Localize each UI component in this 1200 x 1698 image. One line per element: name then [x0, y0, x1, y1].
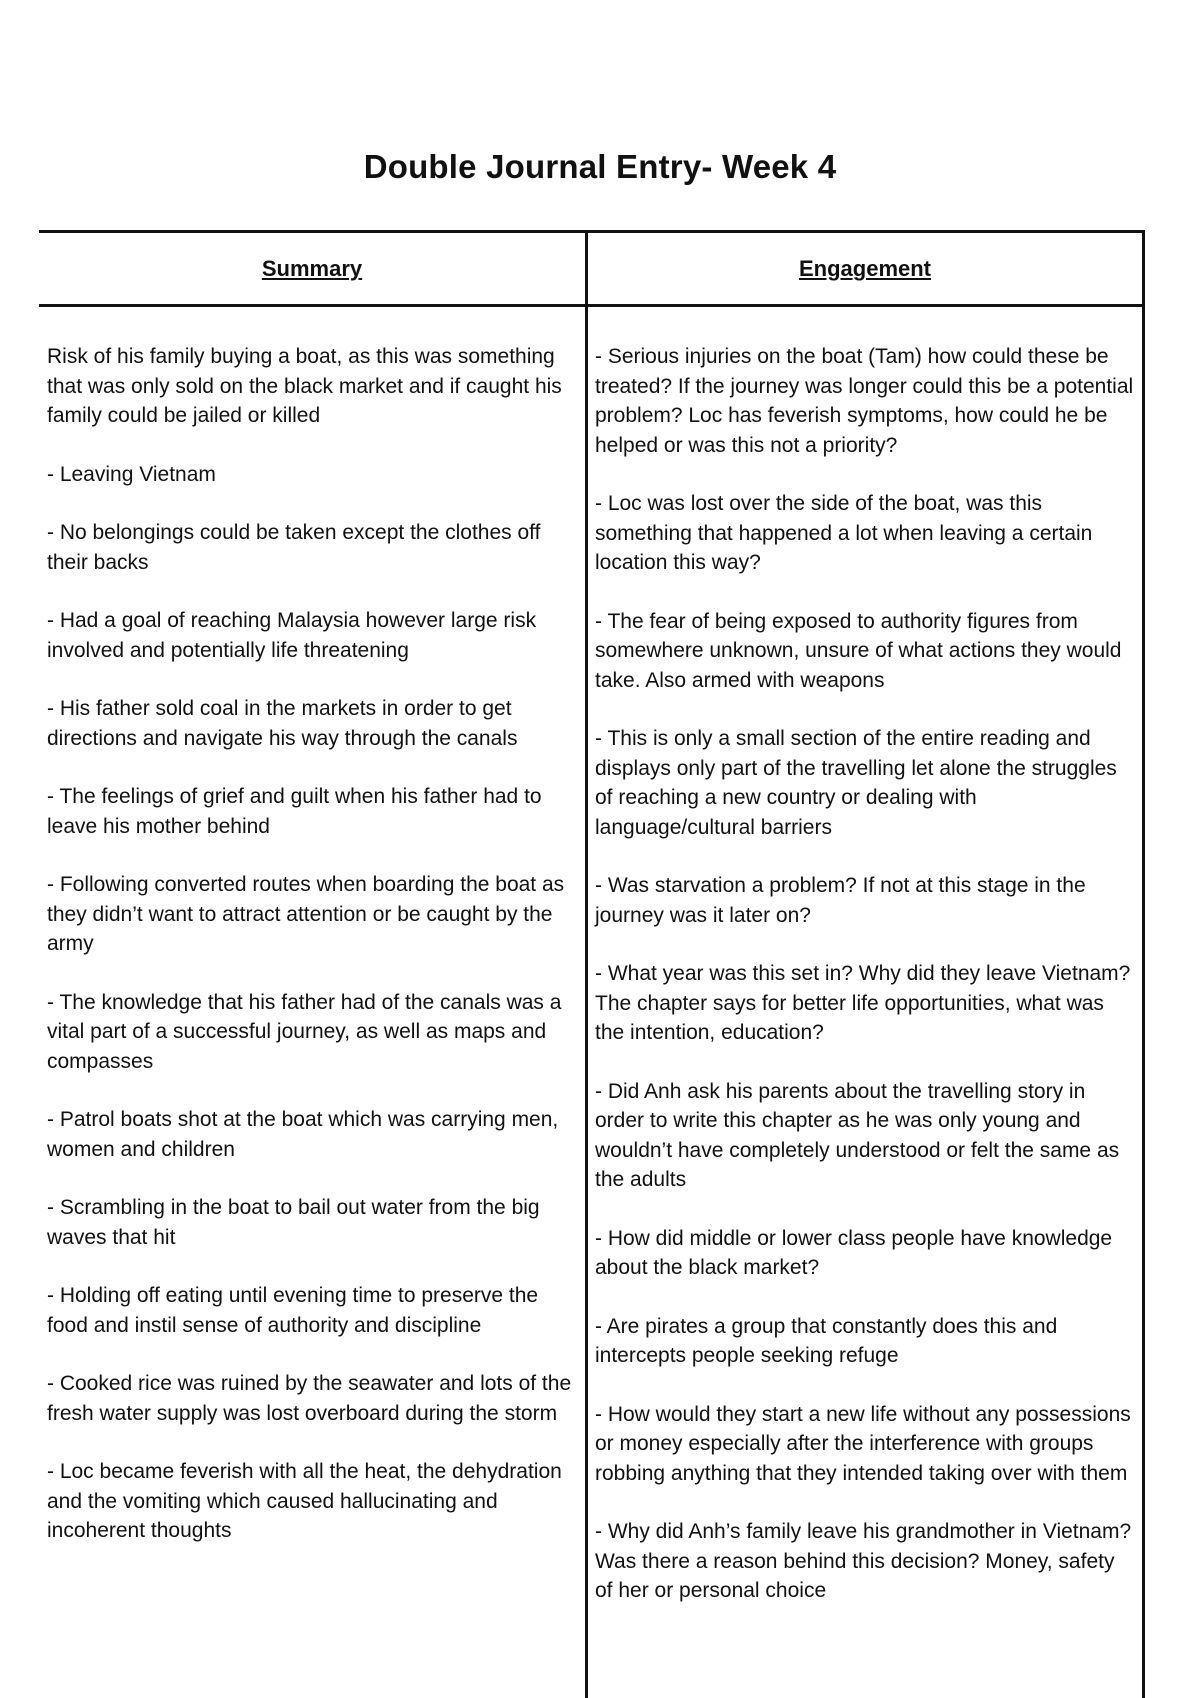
engagement-entry: - The fear of being exposed to authority figures from somewhere unknown, unsure of what actions they would take. Also armed with weapons [595, 609, 1122, 692]
summary-entry: - Had a goal of reaching Malaysia however large risk involved and potentially life threatening [47, 609, 537, 662]
summary-entry: - Following converted routes when boarding the boat as they didn’t want to attract attention or be caught by the army [47, 873, 565, 955]
summary-column-header: Summary [261, 256, 363, 281]
summary-entry: - Cooked rice was ruined by the seawater and lots of the fresh water supply was lost overboard during the storm [47, 1372, 572, 1425]
table-right-border [1142, 230, 1145, 1698]
engagement-entry: - How would they start a new life without any possessions or money especially after the interference with groups robbing anything that they intended taking over with them [595, 1402, 1131, 1485]
summary-entry: - The knowledge that his father had of the canals was a vital part of a successful journey, as well as maps and compasses [47, 990, 562, 1073]
summary-entry: - No belongings could be taken except the clothes off their backs [47, 521, 541, 574]
summary-entry: - Leaving Vietnam [47, 462, 216, 486]
summary-entry: Risk of his family buying a boat, as this was something that was only sold on the black market and if caught his family could be jailed or killed [47, 345, 562, 427]
summary-column [47, 342, 579, 1575]
summary-entry: - The feelings of grief and guilt when his father had to leave his mother behind [47, 785, 542, 838]
engagement-entry: - Are pirates a group that constantly does this and intercepts people seeking refuge [595, 1314, 1058, 1367]
engagement-entry: - Serious injuries on the boat (Tam) how could these be treated? If the journey was longer could this be a potential problem? Loc has feverish symptoms, how could he be helped or was this not a priority? [595, 345, 1134, 457]
page-title: Double Journal Entry- Week 4 [363, 148, 837, 185]
summary-entry: - His father sold coal in the markets in order to get directions and navigate his way through the canals [47, 697, 518, 750]
engagement-column [595, 342, 1137, 1635]
engagement-entry: - Loc was lost over the side of the boat, was this something that happened a lot when leaving a certain location this way? [595, 492, 1093, 574]
engagement-entry: - How did middle or lower class people have knowledge about the black market? [595, 1226, 1113, 1279]
column-divider [585, 230, 588, 1698]
summary-entry: - Scrambling in the boat to bail out water from the big waves that hit [47, 1196, 540, 1249]
table-top-border [39, 230, 1145, 233]
engagement-entry: - Was starvation a problem? If not at this stage in the journey was it later on? [595, 874, 1086, 927]
header-divider [39, 304, 1145, 307]
engagement-entry: - Did Anh ask his parents about the travelling story in order to write this chapter as he was only young and wouldn’t have completely understood or felt the same as the adults [595, 1079, 1120, 1191]
summary-entry: - Loc became feverish with all the heat, the dehydration and the vomiting which caused hallucinating and incoherent thoughts [47, 1460, 562, 1542]
engagement-column-header: Engagement [798, 256, 932, 281]
engagement-entry: - What year was this set in? Why did they leave Vietnam? The chapter says for better life opportunities, what was the intention, education? [595, 962, 1131, 1044]
journal-table [39, 230, 1145, 1698]
engagement-entry: - This is only a small section of the entire reading and displays only part of the travelling let alone the struggles of reaching a new country or dealing with language/cultural barriers [595, 727, 1117, 839]
summary-entry: - Patrol boats shot at the boat which was carrying men, women and children [47, 1108, 559, 1161]
engagement-entry: - Why did Anh’s family leave his grandmother in Vietnam? Was there a reason behind this decision? Money, safety of her or personal choice [595, 1520, 1132, 1602]
summary-entry: - Holding off eating until evening time to preserve the food and instil sense of authority and discipline [47, 1284, 539, 1337]
